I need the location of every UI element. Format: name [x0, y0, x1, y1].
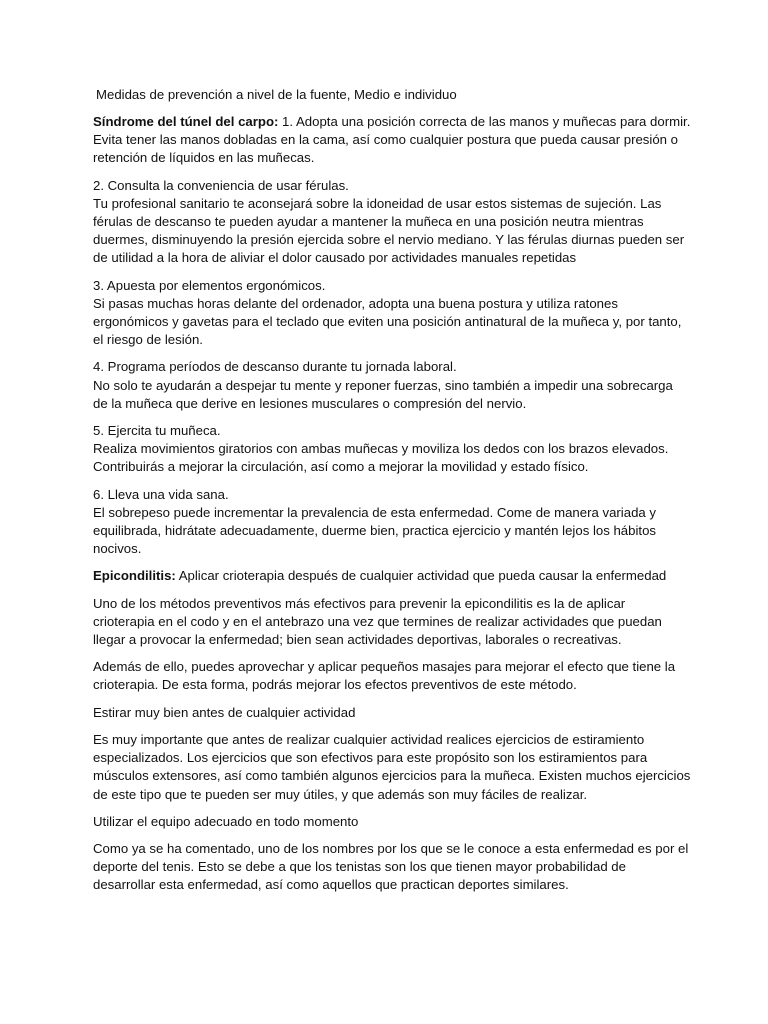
paragraph-text: retención de líquidos en las muñecas.	[93, 150, 315, 166]
paragraph-text: Aplicar crioterapia después de cualquier actividad que pueda causar la enfermedad	[175, 568, 667, 584]
paragraph-text: Es muy importante que antes de realizar cualquier actividad realices ejercicios de estiramiento	[93, 731, 645, 747]
paragraph-line	[93, 131, 688, 149]
paragraph-text: Uno de los métodos preventivos más efectivos para prevenir la epicondilitis es la de aplicar	[93, 595, 626, 611]
paragraph-text: Si pasas muchas horas delante del ordenador, adopta una buena postura y utiliza ratones	[93, 295, 618, 311]
paragraph-text: No solo te ayudarán a despejar tu mente y reponer fuerzas, sino también a impedir una sobrecarga	[93, 377, 673, 393]
paragraph-text: ergonómicos y gavetas para el teclado que eviten una posición antinatural de la muñeca y, por tanto,	[93, 314, 682, 330]
paragraph	[93, 358, 688, 413]
paragraph	[93, 177, 688, 268]
paragraph-line	[93, 113, 691, 131]
paragraph-text: Estirar muy bien antes de cualquier actividad	[93, 704, 356, 720]
paragraph-text: 6. Lleva una vida sana.	[93, 486, 229, 502]
paragraph-text: de este tipo que te pueden ser muy útiles, y que además son muy fáciles de realizar.	[93, 786, 588, 802]
paragraph-line	[93, 704, 688, 722]
paragraph-text: duermes, disminuyendo la presión ejercida sobre el nervio mediano. Y las férulas diurnas pueden ser	[93, 232, 685, 248]
paragraph-text: 1. Adopta una posición correcta de las manos y muñecas para dormir.	[278, 114, 691, 129]
paragraph	[93, 113, 691, 168]
paragraph	[93, 658, 688, 694]
paragraph-line	[93, 177, 688, 195]
paragraph-text: deporte del tenis. Esto se debe a que los tenistas son los que tienen mayor probabilidad de	[93, 859, 626, 875]
paragraph	[93, 840, 688, 895]
paragraph-text: de utilidad a la hora de aliviar el dolor causado por actividades manuales repetidas	[93, 250, 577, 266]
paragraph-line	[93, 277, 688, 295]
paragraph	[93, 731, 691, 804]
document-body	[93, 113, 691, 895]
paragraph-line	[93, 458, 688, 476]
paragraph-text: Utilizar el equipo adecuado en todo momento	[93, 813, 359, 829]
paragraph-lead: Epicondilitis:	[93, 568, 176, 584]
paragraph-line	[93, 658, 688, 676]
paragraph-line	[93, 631, 688, 649]
paragraph-text: Contribuirás a mejorar la circulación, así como a mejorar la movilidad y estado físico.	[93, 459, 589, 475]
paragraph-line	[93, 149, 688, 167]
paragraph-line	[93, 313, 688, 331]
paragraph-line	[93, 858, 688, 876]
paragraph	[93, 277, 688, 350]
paragraph-text: Además de ello, puedes aprovechar y aplicar pequeños masajes para mejorar el efecto que tiene la	[93, 659, 676, 675]
paragraph-text: crioterapia. De esta forma, podrás mejorar los efectos preventivos de este método.	[93, 677, 577, 693]
paragraph-line	[93, 595, 688, 613]
paragraph-text: crioterapia en el codo y en el antebrazo una vez que termines de realizar actividades que puedan	[93, 613, 662, 629]
paragraph-line	[93, 249, 688, 267]
paragraph-line	[93, 395, 688, 413]
paragraph-text: desarrollar esta enfermedad, así como aquellos que practican deportes similares.	[93, 877, 569, 893]
paragraph-text: músculos extensores, así como también algunos ejercicios para la muñeca. Existen muchos ejercicios	[93, 768, 691, 784]
paragraph-text: Evita tener las manos dobladas en la cama, así como cualquier postura que pueda causar presión o	[93, 132, 678, 148]
paragraph-text: 3. Apuesta por elementos ergonómicos.	[93, 277, 326, 293]
paragraph-text: el riesgo de lesión.	[93, 332, 203, 348]
paragraph-line	[93, 486, 688, 504]
paragraph-line	[93, 331, 688, 349]
paragraph-line	[93, 567, 688, 585]
paragraph	[93, 704, 688, 722]
paragraph-lead: Síndrome del túnel del carpo:	[93, 114, 279, 129]
paragraph	[93, 567, 688, 585]
paragraph-text: de la muñeca que derive en lesiones musculares o compresión del nervio.	[93, 395, 527, 411]
paragraph	[93, 813, 688, 831]
paragraph	[93, 595, 688, 650]
paragraph-line	[93, 295, 688, 313]
paragraph-text: nocivos.	[93, 541, 142, 557]
paragraph-line	[93, 786, 688, 804]
paragraph-line	[93, 213, 688, 231]
paragraph-text: especializados. Los ejercicios que son efectivos para este propósito son los estiramientos para	[93, 750, 648, 766]
paragraph-text: 2. Consulta la conveniencia de usar férulas.	[93, 177, 349, 193]
paragraph-line	[93, 613, 688, 631]
paragraph-line	[93, 840, 688, 858]
paragraph-text: El sobrepeso puede incrementar la prevalencia de esta enfermedad. Come de manera variada y	[93, 504, 656, 520]
paragraph-line	[93, 522, 688, 540]
paragraph-line	[93, 676, 688, 694]
paragraph-line	[93, 731, 688, 749]
paragraph	[93, 422, 688, 477]
paragraph-line	[93, 440, 688, 458]
paragraph-line	[93, 767, 691, 785]
document-title: Medidas de prevención a nivel de la fuente, Medio e individuo	[96, 87, 457, 102]
paragraph-line	[93, 540, 688, 558]
paragraph-line	[93, 377, 688, 395]
paragraph-line	[93, 504, 688, 522]
paragraph-text: férulas de descanso te pueden ayudar a mantener la muñeca en una posición neutra mientras	[93, 214, 644, 230]
paragraph-line	[93, 422, 688, 440]
paragraph-line	[93, 876, 688, 894]
paragraph-text: equilibrada, hidrátate adecuadamente, duerme bien, practica ejercicio y mantén lejos los hábitos	[93, 523, 656, 539]
paragraph-line	[93, 358, 688, 376]
paragraph-text: 4. Programa períodos de descanso durante tu jornada laboral.	[93, 359, 457, 375]
paragraph-text: Realiza movimientos giratorios con ambas muñecas y moviliza los dedos con los brazos elevados.	[93, 441, 669, 457]
paragraph-text: Como ya se ha comentado, uno de los nombres por los que se le conoce a esta enfermedad es por el	[93, 840, 689, 856]
paragraph-line	[93, 749, 688, 767]
paragraph-line	[93, 231, 688, 249]
paragraph-line	[93, 195, 688, 213]
paragraph-line	[93, 813, 688, 831]
paragraph-text: 5. Ejercita tu muñeca.	[93, 423, 221, 439]
paragraph-text: llegar a provocar la enfermedad; bien sean actividades deportivas, laborales o recreativas.	[93, 632, 622, 648]
paragraph	[93, 486, 688, 559]
paragraph-text: Tu profesional sanitario te aconsejará sobre la idoneidad de usar estos sistemas de sujeción. Las	[93, 195, 662, 211]
